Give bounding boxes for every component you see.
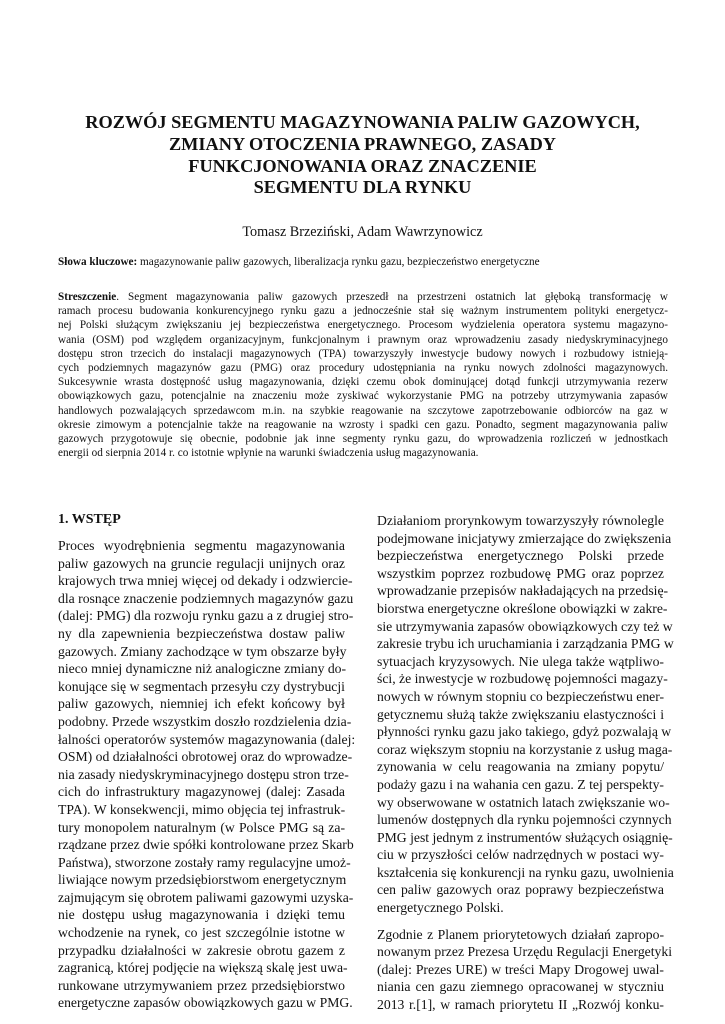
- body-line: Zgodnie z Planem priorytetowych działań zapropo-: [377, 926, 664, 942]
- body-line: OSM) od działalności obrotowej oraz do wprowadze-: [58, 749, 353, 765]
- abstract-line: okresie zimowym a potencjalnie także na reagowanie na wzrosty i spadki cen gazu. Ponadto, segment magazynowania paliw: [58, 418, 668, 431]
- body-line: 2013 r.[1], w ramach priorytetu II „Rozwój konku-: [377, 997, 664, 1013]
- body-line: wprowadzanie przepisów nakładających na przedsię-: [377, 583, 669, 599]
- body-line: wchodzenie na rynek, co jest szczególnie istotne w: [58, 925, 345, 941]
- body-line: cen paliw gazowych oraz poprawy bezpieczeństwa: [377, 882, 664, 898]
- body-line: nowych w równym stopniu co bezpieczeństwu ener-: [377, 688, 665, 704]
- body-line: nia zasady niedyskryminacyjnego dostępu stron trze-: [58, 766, 349, 782]
- abstract-line: energii od sierpnia 2014 r. co istotnie wpłynie na warunki świadczenia usług magazynowania.: [58, 447, 479, 460]
- section-heading: 1. WSTĘP: [58, 512, 121, 527]
- body-line: niania cen gazu ziemnego opracowanej w styczniu: [377, 979, 664, 995]
- abstract-line: obowiązkowych gazu, potencjalnie na znaczeniu może zyskiwać wykorzystanie PMG na potrzeby utrzymywania zapasów: [58, 390, 668, 403]
- body-line: wszystkim poprzez rozbudowę PMG oraz poprzez: [377, 565, 664, 581]
- abstract-line: nej Polski służącym zwiększaniu jej bezpieczeństwa energetycznego. Procesom wydzielenia operatora systemu magazyno-: [58, 319, 668, 332]
- body-line: przypadku działalności w zakresie obrotu gazem z: [58, 942, 345, 958]
- abstract-line: dostępu stron trzecich do instalacji magazynowych (TPA) towarzyszyły inwestycje budowy nowych i rozbudowy istnieją-: [58, 347, 668, 360]
- body-line: (dalej: Prezes URE) w treści Mapy Drogowej uwal-: [377, 961, 664, 977]
- body-line: energetycznego Polski.: [377, 900, 504, 916]
- title-line: SEGMENTU DLA RYNKU: [253, 177, 472, 198]
- abstract-line: gazowych przygotowuje się obecnie, podobnie jak inne segmenty rynku gazu, do wprowadzenia rozliczeń w jednostkach: [58, 432, 668, 445]
- body-line: PMG jest jednym z instrumentów służących osiągnię-: [377, 829, 673, 845]
- paper-title: [60, 112, 665, 199]
- body-line: wy obserwowane w ostatnich latach zwiększanie wo-: [377, 794, 670, 810]
- title-line: FUNKCJONOWANIA ORAZ ZNACZENIE: [188, 155, 537, 176]
- title-line: ZMIANY OTOCZENIA PRAWNEGO, ZASADY: [168, 133, 556, 154]
- body-line: paliw gazowych na gruncie regulacji unijnych oraz: [58, 555, 345, 571]
- body-line: kształcenia się konkurencji na rynku gazu, uwolnienia: [377, 864, 674, 880]
- body-line: (dalej: PMG) dla rozwoju rynku gazu a z drugiej stro-: [58, 608, 354, 624]
- body-line: runkowane utrzymywaniem przez przedsiębiorstwo: [58, 977, 345, 993]
- body-line: podobny. Przede wszystkim doszło rozdzielenia dzia-: [58, 713, 352, 729]
- abstract-label: Streszczenie: [58, 291, 117, 303]
- body-line: liwiające nowym przedsiębiorstwom energetycznym: [58, 872, 347, 888]
- body-line: cich do infrastruktury magazynowej (dalej: Zasada: [58, 784, 345, 800]
- body-line: sytuacjach kryzysowych. Nie ulega także wątpliwo-: [377, 653, 664, 669]
- abstract-line: [58, 290, 668, 304]
- body-line: konujące się w segmentach przesyłu czy dystrybucji: [58, 678, 345, 694]
- body-line: podejmowane inicjatywy zmierzające do zwiększenia: [377, 530, 672, 546]
- body-line: paliw gazowych, niemniej ich efekt końcowy był: [58, 696, 345, 712]
- title-line: ROZWÓJ SEGMENTU MAGAZYNOWANIA PALIW GAZOWYCH,: [85, 112, 640, 132]
- body-line: dla rosnące znaczenie podziemnych magazynów gazu: [58, 590, 354, 606]
- right-column: [377, 512, 674, 1014]
- abstract-line: ramach procesu budowania konkurencyjnego rynku gazu a jednocześnie stał się ważnym instrumentem polityki energetycz-: [58, 305, 668, 318]
- body-line: podaży gazu i na wahania cen gazu. Z tej perspekty-: [377, 776, 664, 792]
- body-line: nowanym przez Prezesa Urzędu Regulacji Energetyki: [377, 944, 673, 960]
- body-line: bezpieczeństwa energetycznego Polski przede: [377, 548, 664, 564]
- keywords-label: Słowa kluczowe:: [58, 256, 138, 268]
- body-line: lumenów dostępnych dla rynku pojemności czynnych: [377, 812, 672, 828]
- body-line: getycznemu służą także zwiększaniu elastyczności i: [377, 706, 664, 722]
- body-line: tury monopolem naturalnym (w Polsce PMG są za-: [58, 819, 345, 835]
- abstract-line: Sukcesywnie wrasta dostępność usług magazynowania, dzięki czemu obok dominującej dotąd funkcji utrzymywania rezerw: [58, 376, 668, 389]
- abstract-line: handlowych pozwalających sprzedawcom m.in. na szybkie reagowanie na szczytowe zapotrzebowanie odbiorców na gaz w: [58, 404, 668, 417]
- body-line: ści, że inwestycje w rozbudowę pojemności magazy-: [377, 671, 668, 687]
- left-column: [58, 537, 356, 1012]
- abstract: [58, 290, 668, 460]
- body-line: Państwa), stworzone zostały ramy regulacyjne umoż-: [58, 854, 351, 870]
- body-line: zakresie trybu ich uruchamiania i zarządzania PMG w: [377, 636, 674, 652]
- body-line: zagranicą, której podjęcie na większą skalę jest uwa-: [58, 960, 348, 976]
- abstract-line: wania (OSM) pod względem organizacyjnym, funkcjonalnym i prawnym oraz wprowadzeniu zasady niedyskryminacyjnego: [58, 333, 668, 346]
- abstract-line: cych podziemnych magazynów gazu (PMG) oraz procedury udostępniania na rynku nowych zdolności magazynowych.: [58, 361, 668, 374]
- body-line: łalności operatorów systemów magazynowania (dalej:: [58, 731, 356, 747]
- body-line: coraz większym stopniu na korzystanie z usług maga-: [377, 741, 673, 757]
- body-line: Proces wyodrębnienia segmentu magazynowania: [58, 538, 345, 553]
- body-line: nie dostępu usług magazynowania i dzięki temu: [58, 907, 345, 923]
- body-line: gazowych. Zmiany zachodzące w tym obszarze były: [58, 643, 347, 659]
- body-line: Działaniom prorynkowym towarzyszyły równolegle: [377, 513, 664, 528]
- body-line: nieco mniej dynamiczne niż analogiczne zmiany do-: [58, 661, 347, 677]
- keywords: [58, 256, 668, 268]
- body-line: krajowych trwa mniej więcej od dekady i odzwiercie-: [58, 573, 353, 589]
- body-line: rządzane przez dwie spółki kontrolowane przez Skarb: [58, 837, 354, 853]
- body-line: energetyczne zapasów obowiązkowych gazu w PMG.: [58, 995, 353, 1011]
- abstract-text: . Segment magazynowania paliw gazowych przeszedł na przestrzeni ostatnich lat głęboką transformację w: [116, 291, 668, 303]
- body-line: ciu w przyszłości celów nadrzędnych w postaci wy-: [377, 847, 664, 863]
- body-line: zynowania w celu reagowania na zmiany popytu/: [377, 759, 664, 775]
- paragraph-gap: [377, 917, 664, 926]
- body-line: TPA). W konsekwencji, mimo objęcia tej infrastruk-: [58, 801, 346, 817]
- body-line: sie utrzymywania zapasów obowiązkowych czy też w: [377, 618, 673, 634]
- body-line: ny dla zapewnienia bezpieczeństwa dostaw paliw: [58, 625, 345, 641]
- body-line: zajmującym się obrotem paliwami gazowymi uzyska-: [58, 889, 354, 905]
- body-line: biorstwa energetyczne określone obowiązki w zakre-: [377, 600, 668, 616]
- keywords-text: magazynowanie paliw gazowych, liberalizacja rynku gazu, bezpieczeństwo energetyczne: [137, 256, 540, 268]
- paper-authors: Tomasz Brzeziński, Adam Wawrzynowicz: [242, 224, 483, 240]
- body-line: płynności rynku gazu jako takiego, gdyż pozwalają w: [377, 724, 672, 740]
